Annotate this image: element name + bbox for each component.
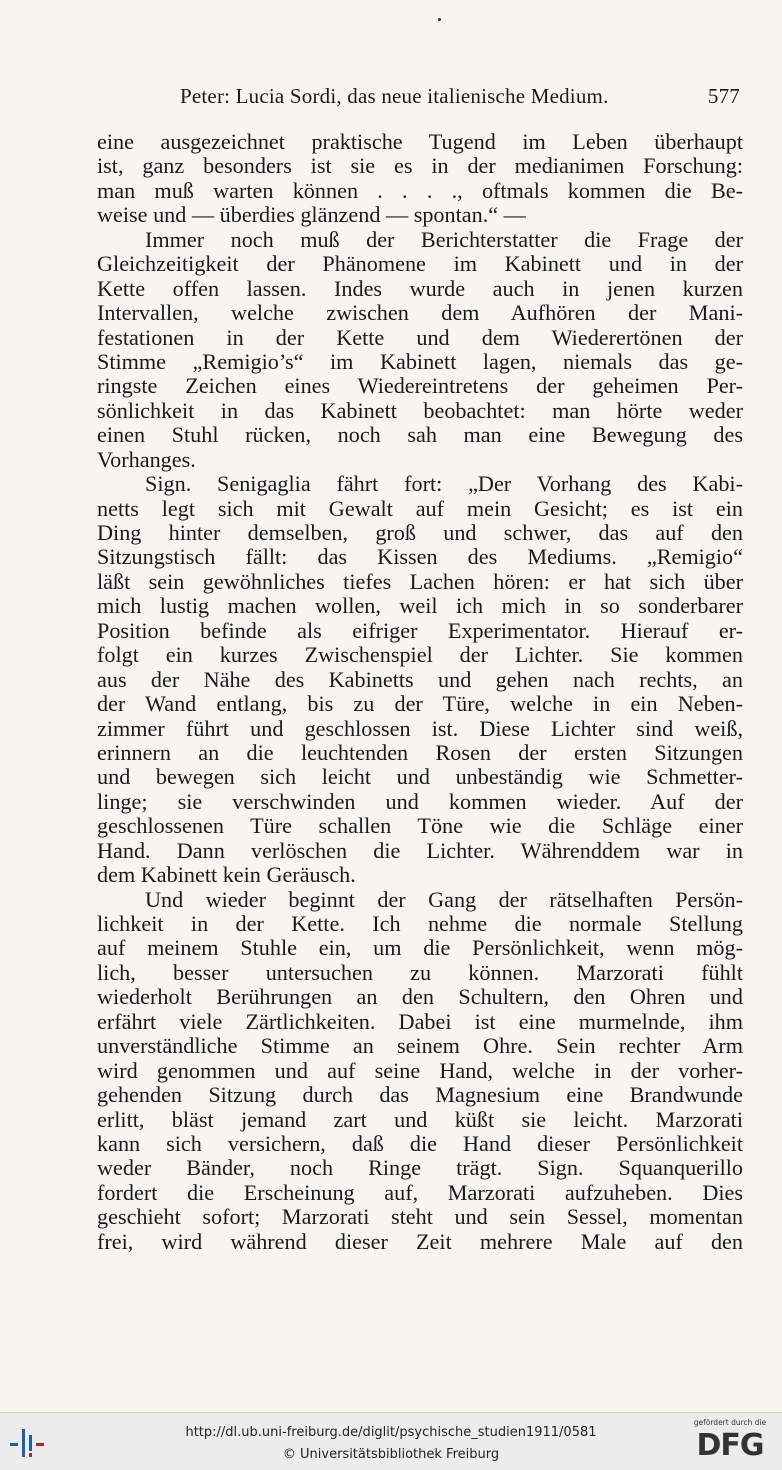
text-line: man muß warten können . . . ., oftmals kommen die Be- (97, 177, 743, 203)
text-line: Vorhanges. (97, 446, 196, 472)
text-line: Sign. Senigaglia fährt fort: „Der Vorhang des Kabi- (145, 471, 743, 497)
footer-bar (0, 1412, 782, 1470)
text-line: einen Stuhl rücken, noch sah man eine Bewegung des (97, 422, 743, 448)
funder-caption: gefördert durch die (693, 1418, 767, 1427)
text-line: Hand. Dann verlöschen die Lichter. Währenddem war in (97, 837, 743, 863)
text-line: kann sich versichern, daß die Hand dieser Persönlichkeit (97, 1130, 743, 1156)
text-line: lich, besser untersuchen zu können. Marzorati fühlt (97, 959, 743, 985)
text-line: und bewegen sich leicht und unbeständig wie Schmetter- (97, 764, 743, 790)
text-line: Stimme „Remigio’s“ im Kabinett lagen, niemals das ge- (97, 348, 743, 374)
text-line: fordert die Erscheinung auf, Marzorati aufzuheben. Dies (97, 1179, 743, 1205)
text-line: Sitzungstisch fällt: das Kissen des Mediums. „Remigio“ (97, 544, 743, 570)
text-line: geschieht sofort; Marzorati steht und sein Sessel, momentan (97, 1204, 743, 1230)
text-line: netts legt sich mit Gewalt auf mein Gesicht; es ist ein (97, 495, 743, 521)
text-line: eine ausgezeichnet praktische Tugend im Leben überhaupt (97, 129, 743, 154)
speck-mark (438, 18, 441, 21)
text-line: Position befinde als eifriger Experimentator. Hierauf er- (97, 617, 743, 643)
text-line: sönlichkeit in das Kabinett beobachtet: man hörte weder (97, 397, 743, 423)
text-line: ist, ganz besonders ist sie es in der medianimen Forschung: (97, 153, 743, 179)
text-line: folgt ein kurzes Zwischenspiel der Lichter. Sie kommen (97, 642, 743, 668)
text-line: dem Kabinett kein Geräusch. (97, 862, 356, 888)
body-text (97, 130, 743, 1254)
running-title: Peter: Lucia Sordi, das neue italienische Medium. (180, 84, 609, 108)
text-line: Immer noch muß der Berichterstatter die Frage der (145, 226, 743, 252)
source-url[interactable]: http://dl.ub.uni-freiburg.de/diglit/psychische_studien1911/0581 (185, 1425, 597, 1440)
text-line: Kette offen lassen. Indes wurde auch in jenen kurzen (97, 275, 743, 301)
text-line: geschlossenen Türe schallen Töne wie die Schläge einer (97, 813, 743, 839)
text-line: aus der Nähe des Kabinetts und gehen nach rechts, an (97, 666, 743, 692)
text-line: linge; sie verschwinden und kommen wieder. Auf der (97, 788, 743, 814)
text-line: Und wieder beginnt der Gang der rätselhaften Persön- (145, 886, 743, 912)
text-line: auf meinem Stuhle ein, um die Persönlichkeit, wenn mög- (97, 935, 743, 961)
text-line: erfährt viele Zärtlichkeiten. Dabei ist eine murmelnde, ihm (97, 1008, 743, 1034)
dfg-logo: DFG (696, 1428, 764, 1463)
text-line: Gleichzeitigkeit der Phänomene im Kabinett und in der (97, 251, 743, 277)
text-line: festationen in der Kette und dem Wiederertönen der (97, 324, 743, 350)
text-line: wird genommen und auf seine Hand, welche in der vorher- (97, 1057, 743, 1083)
text-line: der Wand entlang, bis zu der Türe, welche in ein Neben- (97, 691, 743, 717)
text-line: ringste Zeichen eines Wiedereintretens der geheimen Per- (97, 373, 743, 399)
copyright-note: © Universitätsbibliothek Freiburg (282, 1447, 500, 1462)
text-line: Ding hinter demselben, groß und schwer, das auf den (97, 520, 743, 545)
text-line: unverständliche Stimme an seinem Ohre. Sein rechter Arm (97, 1033, 743, 1059)
text-line: Intervallen, welche zwischen dem Aufhören der Mani- (97, 300, 743, 326)
text-line: frei, wird während dieser Zeit mehrere Male auf den (97, 1228, 743, 1254)
text-line: läßt sein gewöhnliches tiefes Lachen hören: er hat sich über (97, 568, 743, 594)
text-line: gehenden Sitzung durch das Magnesium eine Brandwunde (97, 1082, 743, 1108)
text-line: mich lustig machen wollen, weil ich mich in so sonderbarer (97, 593, 743, 619)
text-line: erinnern an die leuchtenden Rosen der ersten Sitzungen (97, 739, 743, 765)
running-header (180, 84, 740, 109)
text-line: weise und — überdies glänzend — spontan.“ — (97, 202, 526, 228)
text-line: erlitt, bläst jemand zart und küßt sie leicht. Marzorati (97, 1106, 743, 1132)
text-line: wiederholt Berührungen an den Schultern, den Ohren und (97, 984, 743, 1010)
page-number: 577 (707, 84, 740, 108)
text-line: zimmer führt und geschlossen ist. Diese Lichter sind weiß, (97, 715, 743, 741)
text-line: weder Bänder, noch Ringe trägt. Sign. Squanquerillo (97, 1155, 743, 1181)
text-line: lichkeit in der Kette. Ich nehme die normale Stellung (97, 911, 743, 936)
